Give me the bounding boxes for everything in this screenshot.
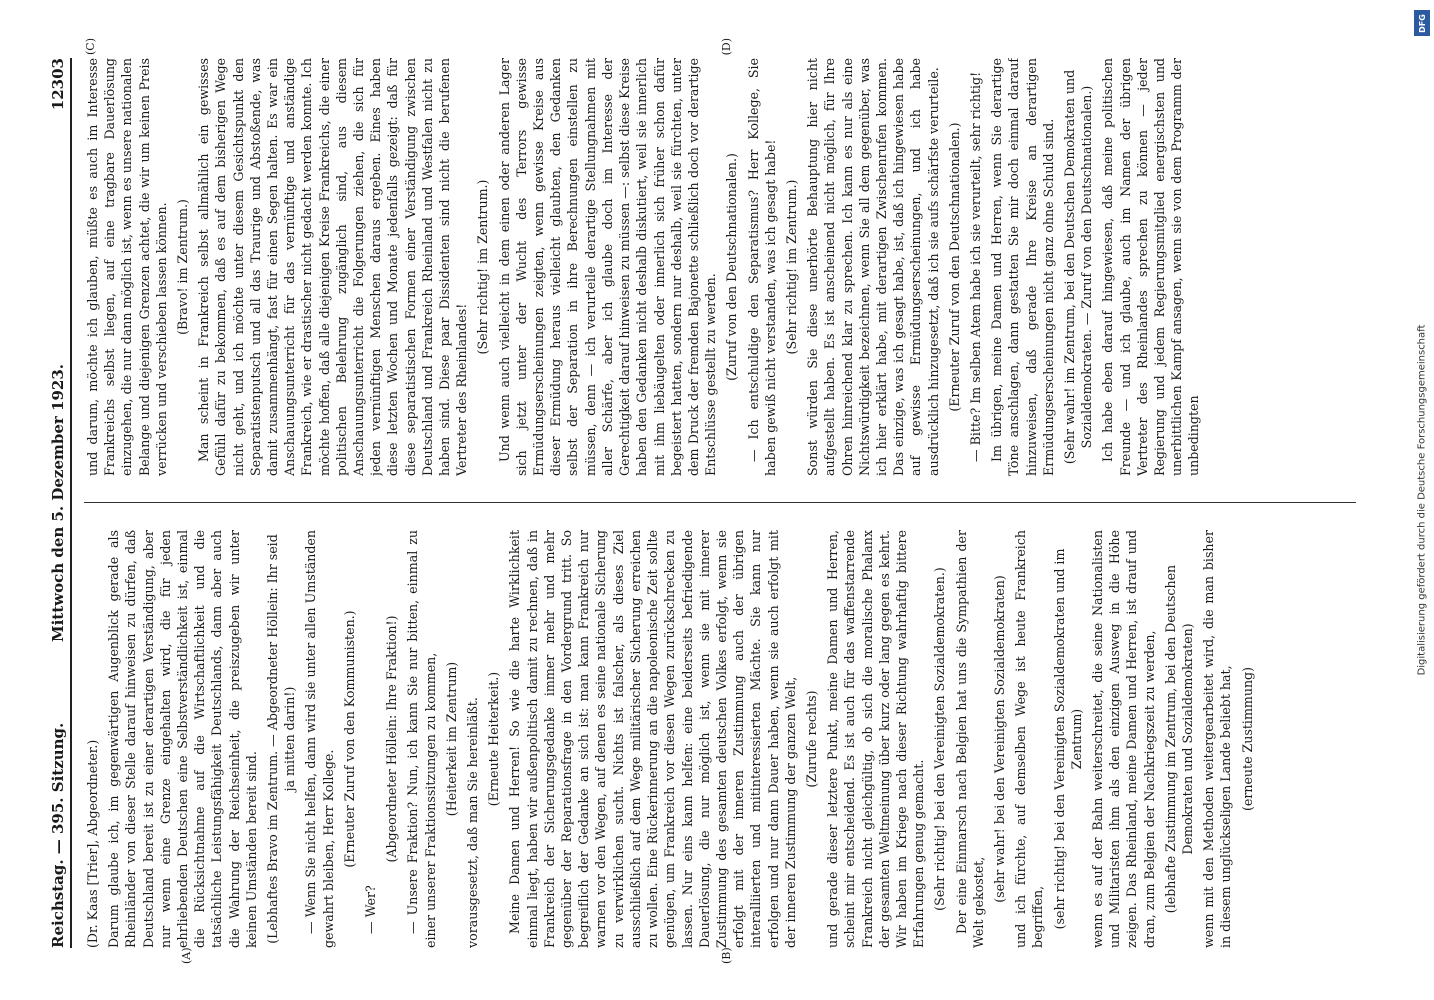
dfg-logo-text: DFG — [1417, 13, 1427, 33]
page-number: 12303 — [49, 58, 67, 111]
interjection: (Erneuter Zuruf von den Kommunisten.) — [341, 610, 357, 868]
interjection: (Zuruf von den Deutschnationalen.) — [724, 153, 740, 381]
paragraph: wenn es auf der Bahn weiterschreitet, die seine Nationalisten und Militaristen ihm als den einzigen Ausweg in die Höhe zeigen. Das Rheinland, meine Damen und Herren, ist drauf und dran, zum Belgien der Nachkriegszeit zu werden, — [1089, 530, 1157, 948]
interjection: (Erneuter Zuruf von den Deutschnationalen.) — [946, 122, 962, 412]
paragraph: Sonst würden Sie diese unerhörte Behauptung hier nicht aufgestellt haben. Es ist anscheinend nicht möglich, für Ihre Ohren hinreichend klar zu sprechen. Ich kann es nur als eine Nichtswürdigkeit bezeichnen, wenn Sie all dem gegenüber, was ich hier erklärt habe, mit derartigen Zwischenrufen kommen. Das einzige, was ich gesagt habe, ist, daß ich hingewiesen habe auf gewisse Ermüdungserscheinungen, und ich habe ausdrücklich hinzugesetzt, daß ich sie aufs schärfste verurteile. — [805, 58, 941, 476]
paragraph: Der eine Einmarsch nach Belgien hat uns die Sympathien der Welt gekostet, — [953, 530, 986, 948]
paragraph: vorausgesetzt, daß man Sie hereinläßt. — [465, 697, 481, 948]
interjection: (Sehr richtig! bei den Vereinigten Sozialdemokraten.) — [932, 567, 948, 911]
paragraph: und gerade dieser letztere Punkt, meine Damen und Herren, scheint mir entscheidend. Es ist auch für das waffenstarrende Frankreich nicht gleichgültig, ob sich die moralische Phalanx der gesamten Weltmeinung über kurz oder lang gegen es kehrt. Wir haben im Kriege nach dieser Richtung wahrhaftig bittere Erfahrungen genug gemacht. — [825, 530, 927, 948]
paragraph: Man scheint in Frankreich selbst allmählich ein gewisses Gefühl dafür zu bekommen, daß es auf dem bisherigen Wege nicht geht, und ich möchte unter diesem Gesichtspunkt den Separatistenputsch und all das Traurige und Abstoßende, was damit zusammenhängt, fast für einen Segen halten. Es war ein Anschauungsunterricht für das vernünftige und anständige Frankreich, wie er drastischer nicht gedacht werden konnte. Ich möchte hoffen, daß alle diejenigen Kreise Frankreichs, die einer politischen Belehrung zugänglich sind, aus diesem Anschauungsunterricht die Folgerungen ziehen, die sich für jeden vernünftigen Menschen daraus ergeben. Eines haben diese letzten Wochen und Monate jedenfalls gezeigt: daß für diese separatistischen Formen einer Verständigung zwischen Deutschland und Frankreich Rheinland und Westfalen nicht zu haben sind. Diese paar Dissidenten sind nicht die berufenen Vertreter des Rheinlandes! — [196, 58, 470, 476]
paragraph: und ich fürchte, auf demselben Wege ist heute Frankreich begriffen, — [1013, 530, 1046, 948]
funding-note-text: Digitalisierung gefördert durch die Deutsche Forschungsgemeinschaft — [1416, 324, 1428, 676]
paragraph: — Unsere Fraktion? Nun, ich kann Sie nur bitten, einmal zu einer unserer Fraktionssitzungen zu kommen, — [405, 530, 438, 948]
text-columns — [84, 58, 1356, 948]
paragraph: Und wenn auch vielleicht in dem einen oder anderen Lager sich jetzt unter der Wucht des Terrors gewisse Ermüdungserscheinungen zeigten, wenn gewisse Kreise aus dieser Ermüdung heraus vielleicht glaubten, den Gedanken selbst der Separation in ihre Berechnungen einstellen zu müssen, denn — ich verurteile derartige Stellungnahmen mit aller Schärfe, aber ich glaube doch im Interesse der Gerechtigkeit darauf hinweisen zu müssen —: selbst diese Kreise haben den Gedanken nicht deshalb diskutiert, weil sie innerlich mit ihm liebäugelten oder innerlich sich früher schon dafür begeistert hatten, sondern nur deshalb, weil sie fürchten, unter dem Druck der fremden Bajonette schließlich doch vor derartige Entschlüsse gestellt zu werden. — [496, 58, 719, 476]
column-right — [84, 58, 1356, 476]
column-divider — [84, 502, 1356, 503]
paragraph: — Wenn Sie nicht helfen, dann wird sie unter allen Umständen gewahrt bleiben, Herr Kollege. — [303, 530, 336, 948]
interjection: (sehr richtig! bei den Vereinigten Sozialdemokraten und im Zentrum) — [1051, 548, 1084, 930]
column-left — [84, 530, 1356, 948]
interjection: (sehr wahr! bei den Vereinigten Sozialdemokraten) — [991, 575, 1007, 903]
margin-marker-d: (D) — [720, 38, 733, 56]
interjection: (Abgeordneter Höllein: Ihre Fraktion!) — [384, 615, 400, 863]
interjection: (Zurufe rechts) — [803, 690, 819, 788]
interjection: (Sehr wahr! im Zentrum, bei den Deutschen Demokraten und Sozialdemokraten. — Zuruf von den Deutschnationalen.) — [1061, 69, 1095, 465]
interjection: (Sehr richtig! im Zentrum.) — [783, 179, 799, 355]
paragraph: — Bitte? Im selben Atem habe ich sie verurteilt, sehr richtig! — [967, 71, 983, 462]
interjection: (Bravo! im Zentrum.) — [175, 199, 191, 335]
interjection: (erneute Zustimmung) — [1239, 666, 1255, 812]
paragraph: — Ich entschuldige den Separatismus? Herr Kollege, Sie haben gewiß nicht verstanden, was ich gesagt habe! — [745, 58, 778, 476]
header-date: Mittwoch den 5. Dezember 1923. — [49, 364, 67, 642]
page-header — [48, 58, 72, 948]
paragraph: wenn mit den Methoden weitergearbeitet wird, die man bisher in diesem unglückseligen Lande beliebt hat, — [1201, 530, 1234, 948]
interjection: (Erneute Heiterkeit.) — [486, 671, 502, 807]
margin-marker-b: (B) — [720, 947, 733, 964]
interjection: (Heiterkeit im Zentrum) — [443, 661, 459, 817]
paragraph: Ich habe eben darauf hingewiesen, daß meine politischen Freunde — und ich glaube, auch im Namen der übrigen Vertreter des Rheinlandes sprechen zu können — jeder Regierung und jedem Regierungsmitglied energischsten und unerbittlichen Kampf ansagen, wenn sie von dem Programm der unbedingten — [1100, 58, 1202, 476]
paragraph: Darum glaube ich, im gegenwärtigen Augenblick gerade als Rheinländer von dieser Stelle darauf hinweisen zu dürfen, daß Deutschland bereit ist zu einer derartigen Verständigung, aber nur wenn eine Grenze eingehalten wird, die für jeden ehrliebenden Deutschen eine Selbstverständlichkeit ist, einmal die Rücksichtnahme auf die Wirtschaftlichkeit und die tatsächliche Leistungsfähigkeit Deutschlands, dann aber auch die Wahrung der Reichseinheit, die preiszugeben wir unter keinen Umständen bereit sind. — [106, 530, 259, 948]
paragraph: Im übrigen, meine Damen und Herren, wenn Sie derartige Töne anschlagen, dann gestatten Sie mir doch einmal darauf hinzuweisen, daß gerade Ihre Kreise an derartigen Ermüdungserscheinungen nicht ganz ohne Schuld sind. — [989, 58, 1056, 476]
margin-marker-c: (C) — [84, 38, 97, 55]
speaker-line: (Dr. Kaas [Trier], Abgeordneter.) — [85, 739, 100, 948]
header-session: Reichstag. — 395. Sitzung. — [49, 722, 67, 948]
funding-note — [1410, 0, 1434, 1000]
paragraph: Meine Damen und Herren! So wie die harte Wirklichkeit einmal liegt, haben wir außenpolitisch damit zu rechnen, daß in Frankreich der Sicherungsgedanke immer mehr und mehr gegenüber der Reparationsfrage in den Vordergrund tritt. So begreiflich der Gedanke an sich ist: man kann Frankreich nur warnen vor den Wegen, auf denen es seine nationale Sicherung zu verwirklichen sucht. Nichts ist falscher, als dieses Ziel ausschließlich auf dem Wege militärischer Sicherung erreichen zu wollen. Eine Rückerinnerung an die napoleonische Zeit sollte genügen, um Frankreich vor diesen Wegen zurückschrecken zu lassen. Nur eins kann helfen: eine beiderseits befriedigende Dauerlösung, die nur möglich ist, wenn sie mit innerer Zustimmung des gesamten deutschen Volkes erfolgt, wenn sie erfolgt mit der inneren Zustimmung auch der übrigen interalliierten und mitinteressierten Mächte. Sie kann nur erfolgen und nur dann Dauer haben, wenn sie auch erfolgt mit der inneren Zustimmung der ganzen Welt, — [507, 530, 798, 948]
margin-marker-a: (A) — [180, 947, 193, 964]
paragraph: und darum, möchte ich glauben, müßte es auch im Interesse Frankreichs selbst liegen, auf eine tragbare Dauerlösung einzugehen, die nur dann möglich ist, wenn es unsere nationalen Belange und diejenigen Grenzen achtet, die wir um keinen Preis verrücken und verschieben lassen können. — [85, 58, 169, 476]
dfg-logo — [1414, 10, 1430, 36]
interjection: (Lebhaftes Bravo im Zentrum. — Abgeordneter Höllein: Ihr seid ja mitten darin!) — [265, 534, 298, 944]
interjection: (lebhafte Zustimmung im Zentrum, bei den Deutschen Demokraten und Sozialdemokraten) — [1162, 564, 1195, 914]
interjection: (Sehr richtig! im Zentrum.) — [475, 179, 491, 355]
paragraph: — Wer? — [363, 885, 379, 934]
